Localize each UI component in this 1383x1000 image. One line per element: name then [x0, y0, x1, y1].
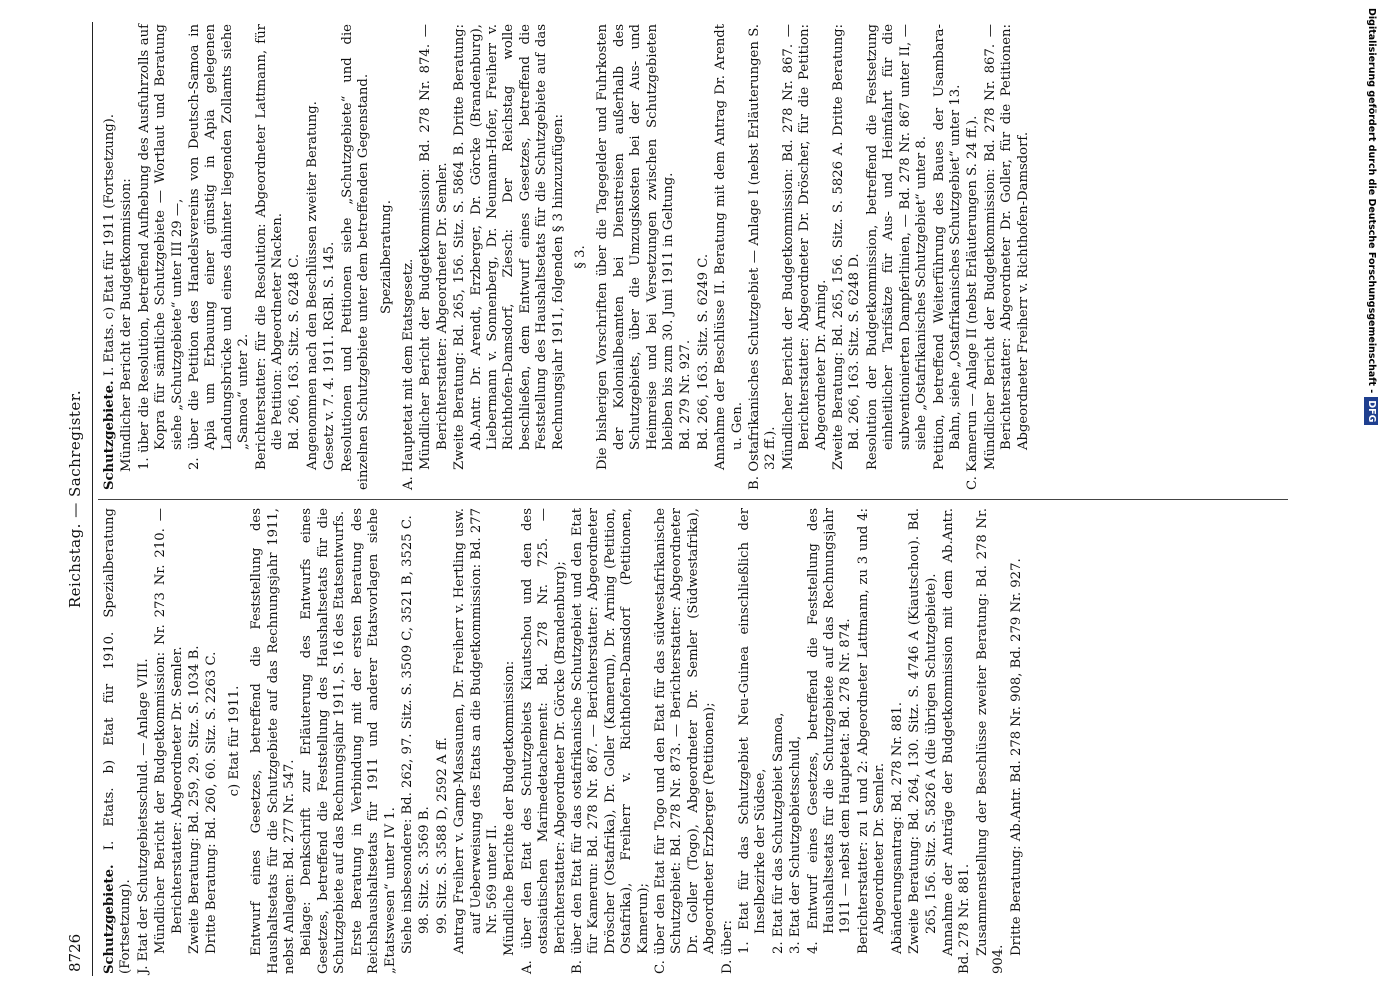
- right-column-entry: [678, 24, 694, 490]
- right-column-entry: [983, 24, 1032, 490]
- right-column-entry: [119, 24, 135, 490]
- left-column-entry: [227, 508, 243, 974]
- entry-text: § 3.: [572, 245, 588, 269]
- entry-text: Mündlicher Bericht der Budgetkommission: Bd. 278 Nr. 874. — Berichterstatter: Abgeordneter Dr. Semler.: [418, 24, 450, 470]
- right-column-entry: [187, 24, 253, 490]
- entry-text: Zweite Beratung: Bd. 265, 156. Sitz. S. 5826 A. Dritte Beratung: Bd. 266, 163. Sitz. S. 6248 D.: [831, 24, 863, 470]
- entry-text: Mündliche Berichte der Budgetkommission:: [502, 660, 518, 956]
- left-column-entry: [1009, 508, 1025, 974]
- entry-text: 99. Sitz. S. 3588 D, 2592 A ff.: [434, 737, 450, 934]
- entry-text: Antrag Freiherr v. Gamp-Massaunen, Dr. Freiherr v. Hertling usw. auf Ueberweisung des Etats an die Budgetkommission: Bd. 277 Nr. 569 unter II.: [452, 508, 500, 954]
- digitization-note: [1361, 8, 1381, 992]
- entry-text: Entwurf eines Gesetzes, betreffend die Feststellung des Haushaltsetats für die Schutzgebiete auf das Rechnungsjahr 1911, nebst Anlagen: Bd. 277 Nr. 547.: [249, 508, 298, 974]
- left-column-entry: [350, 508, 399, 974]
- entry-text: Berichterstatter: zu 1 und 2: Abgeordneter Lattmann, zu 3 und 4: Abgeordneter Dr. Semler.: [855, 508, 888, 954]
- right-column-entry: [573, 24, 589, 490]
- entry-text: Annahme der Anträge der Budgetkommission mit dem Ab.Antr. Bd. 278 Nr. 881.: [940, 508, 973, 974]
- left-column-entry: [204, 508, 220, 974]
- left-column-entry: [771, 508, 787, 974]
- right-column-entry: [137, 24, 186, 490]
- right-column-entry: [102, 24, 118, 490]
- right-column: [102, 24, 1033, 490]
- column-divider: [98, 499, 1288, 500]
- page-header: [62, 22, 92, 976]
- section-heading: Schutzgebiete.: [102, 864, 117, 974]
- entry-text: Mündlicher Bericht der Budgetkommission: Nr. 273 Nr. 210. — Berichterstatter: Abgeordneter Dr. Semler.: [153, 508, 185, 954]
- page-canvas: [62, 22, 1302, 976]
- digitization-note-text: Digitalisierung gefördert durch die Deutsche Forschungsgemeinschaft -: [1366, 8, 1377, 394]
- entry-text: I. Etats. b) Etat für 1910. Spezialberatung (Fortsetzung).: [102, 508, 134, 974]
- entry-text: Dritte Beratung: Ab.Antr. Bd. 278 Nr. 908, Bd. 279 Nr. 927.: [1008, 558, 1024, 956]
- entry-text: 98. Sitz. S. 3569 B.: [417, 806, 433, 934]
- left-column-entry: [975, 508, 1008, 974]
- entry-text: Mündlicher Bericht der Budgetkommission: Bd. 278 Nr. 867. — Berichterstatter: Abgeordneter Dr. Goller, für die Petitionen: Abgeordneter Freiherr v. Richthofen-Damsdorf.: [982, 24, 1031, 470]
- entry-text: 4. Entwurf eines Gesetzes, betreffend die Feststellung des Haushaltsetats für die Schutzgebiete auf das Rechnungsjahr 1911 — nebst dem Hauptetat: Bd. 278 Nr. 874.: [805, 508, 854, 954]
- entry-text: A. Hauptetat mit dem Etatsgesetz.: [400, 258, 416, 490]
- entry-text: Gesetz v. 7. 4. 1911. RGBl. S. 145.: [322, 241, 338, 470]
- section-heading: Schutzgebiete.: [102, 380, 117, 490]
- right-column-entry: [418, 24, 451, 490]
- left-column-entry: [187, 508, 203, 974]
- right-column-entry: [379, 24, 395, 490]
- left-column-entry: [417, 508, 433, 974]
- right-column-entry: [932, 24, 965, 490]
- entry-text: Die bisherigen Vorschriften über die Tagegelder und Fuhrkosten der Kolonialbeamten bei Dienstreisen außerhalb des Schutzgebiets, über die Umzugskosten bei der Aus- und Heimreise und bei Versetzungen zwischen Schutzgebieten bleiben bis zum 30. Juni 1911 in Geltung.: [595, 24, 676, 470]
- right-column-entry: [831, 24, 864, 490]
- left-column-entry: [400, 508, 416, 974]
- entry-text: I. Etats. c) Etat für 1911 (Fortsetzung).: [102, 114, 117, 381]
- dfg-logo: DFG: [1364, 397, 1378, 425]
- right-column-entry: [595, 24, 677, 490]
- left-column-entry: [249, 508, 298, 974]
- entry-text: Zweite Beratung: Bd. 259, 29. Sitz. S. 1034 B.: [187, 645, 203, 954]
- right-column-entry: [287, 24, 303, 490]
- rotated-page: [62, 22, 1302, 976]
- left-column-entry: [806, 508, 855, 974]
- entry-text: J. Etat der Schutzgebietsschuld. — Anlage VIII.: [135, 658, 151, 974]
- entry-text: 1. Etat für das Schutzgebiet Neu-Guinea einschließlich der Inselbezirke der Südsee,: [737, 508, 769, 954]
- entry-text: Mündlicher Bericht der Budgetkommission: Bd. 278 Nr. 867. — Berichterstatter: Abgeordneter Dr. Dröscher, für die Petition: Abgeordneter Dr. Arning.: [780, 24, 829, 470]
- left-column-entry: [720, 508, 736, 974]
- entry-text: Siehe insbesondere: Bd. 262, 97. Sitz. S. 3509 C, 3521 B, 3525 C.: [399, 515, 415, 954]
- left-column-entry: [153, 508, 186, 974]
- entry-text: Dritte Beratung: Bd. 260, 60. Sitz. S. 2263 C.: [204, 651, 220, 954]
- right-column-entry: [696, 24, 712, 490]
- entry-text: 3. Etat der Schutzgebietsschuld,: [788, 735, 804, 954]
- header-rule: [92, 22, 93, 976]
- entry-text: Bd. 266, 163. Sitz. S. 6248 C.: [287, 253, 303, 450]
- right-column-entry: [713, 24, 746, 490]
- right-column-entry: [322, 24, 338, 490]
- entry-text: Resolution der Budgetkommission, betreffend die Festsetzung einheitlicher Tarifsätze für Aus- und Heimfahrt für die subventionierten Dampferlinien, — Bd. 278 Nr. 867 unter II, — siehe „Ostafrikanisches Schutzgebiet“ unter 8.: [864, 24, 930, 470]
- left-column-entry: [502, 508, 518, 974]
- left-column-entry: [856, 508, 889, 974]
- entry-text: c) Etat für 1911.: [226, 685, 242, 797]
- entry-text: Abänderungsantrag: Bd. 278 Nr. 881.: [889, 702, 905, 954]
- right-column-entry: [452, 24, 567, 490]
- right-column-entry: [254, 24, 287, 490]
- entry-text: Zweite Beratung: Bd. 265, 156. Sitz. S. 5864 B. Dritte Beratung: Ab.Antr. Dr. Arendt, Erzberger, Dr. Görcke (Brandenburg), Liebermann v. Sonnenberg, Dr. Neumann-Hofer, Freiherr v. Richthofen-Damsdorf, Ziesch: Der Reichstag wolle beschließen, dem Entwurf eines Gesetzes, betreffend die Feststellung des Haushaltsetats für die Schutzgebiete auf das Rechnungsjahr 1911, folgenden § 3 hinzuzufügen:: [452, 24, 566, 470]
- entry-text: 2. über die Petition des Handelsvereins von Deutsch-Samoa in Apia um Erbauung einer günstig in Apia gelegenen Landungsbrücke und eines dahinter liegenden Zollamts siehe „Samoa“ unter 2.: [187, 24, 252, 470]
- left-column-entry: [737, 508, 770, 974]
- entry-text: Spezialberatung.: [378, 200, 394, 314]
- left-column-entry: [452, 508, 501, 974]
- entry-text: Petition, betreffend Weiterführung des Baues der Usambara-Bahn, siehe „Ostafrikanisches Schutzgebiet“ unter 13.: [931, 24, 963, 470]
- right-column-entry: [340, 24, 373, 490]
- right-column-entry: [781, 24, 830, 490]
- entry-text: Bd. 266, 163. Sitz. S. 6249 C.: [695, 253, 711, 450]
- entry-text: Beilage: Denkschrift zur Erläuterung des Entwurfs eines Gesetzes, betreffend die Feststellung des Haushaltsetats für die Schutzgebiete auf das Rechnungsjahr 1911, S. 16 des Etatsentwurfs.: [299, 508, 348, 974]
- left-column-entry: [520, 508, 569, 974]
- entry-text: B. Ostafrikanisches Schutzgebiet — Anlage I (nebst Erläuterungen S. 32 ff.).: [747, 24, 779, 490]
- running-title: Reichstag. — Sachregister.: [66, 389, 84, 609]
- entry-text: Resolutionen und Petitionen siehe „Schutzgebiete“ und die einzelnen Schutzgebiete unter dem betreffenden Gegenstand.: [339, 24, 372, 490]
- entry-text: B. über den Etat für das ostafrikanische Schutzgebiet und den Etat für Kamerun: Bd. 278 Nr. 867. — Berichterstatter: Abgeordneter Dröscher (Ostafrika), Dr. Goller (Kamerun), Dr. Arning (Petition, Ostafrika), Freiherr v. Richthofen-Damsdorf (Petitionen, Kamerun);: [569, 508, 651, 974]
- right-column-entry: [305, 24, 321, 490]
- left-column-entry: [788, 508, 804, 974]
- entry-text: Bd. 279 Nr. 927.: [678, 339, 694, 450]
- left-column-entry: [653, 508, 719, 974]
- entry-text: Zusammenstellung der Beschlüsse zweiter Beratung: Bd. 278 Nr. 904.: [974, 508, 1007, 974]
- right-column-entry: [865, 24, 931, 490]
- left-column-entry: [136, 508, 152, 974]
- left-column-entry: [435, 508, 451, 974]
- entry-text: D. über:: [719, 920, 735, 974]
- left-column-entry: [102, 508, 135, 974]
- right-column-entry: [747, 24, 780, 490]
- right-column-entry: [401, 24, 417, 490]
- entry-text: C. über den Etat für Togo und den Etat für das südwestafrikanische Schutzgebiet: Bd. 278 Nr. 873. — Berichterstatter: Abgeordneter Dr. Goller (Togo), Abgeordneter Dr. Semler (Südwestafrika), Abgeordneter Erzberger (Petitionen);: [653, 508, 718, 974]
- entry-text: Berichterstatter: für die Resolution: Abgeordneter Lattmann, für die Petition: Abgeordneter Nacken.: [253, 24, 286, 470]
- left-column-entry: [907, 508, 940, 974]
- left-column-entry: [890, 508, 906, 974]
- entry-text: 1. über die Resolution, betreffend Aufhebung des Ausfuhrzolls auf Kopra für sämtliche Schutzgebiete — Wortlaut und Beratung siehe „Schutzgebiete“ unter III 29 —,: [136, 24, 185, 470]
- entry-text: 2. Etat für das Schutzgebiet Samoa,: [770, 712, 786, 954]
- entry-text: A. über den Etat des Schutzgebiets Kiautschou und den des ostasiatischen Marinedetachement: Bd. 278 Nr. 725. — Berichterstatter: Abgeordneter Dr. Görcke (Brandenburg);: [519, 508, 568, 974]
- left-column-entry: [941, 508, 974, 974]
- entry-text: Mündlicher Bericht der Budgetkommission:: [119, 178, 135, 472]
- left-column-entry: [299, 508, 348, 974]
- entry-text: C. Kamerun — Anlage II (nebst Erläuterungen S. 24 ff.).: [965, 115, 981, 490]
- entry-text: Zweite Beratung: Bd. 264, 130. Sitz. S. 4746 A (Kiautschou). Bd. 265, 156. Sitz. S. 5826 A (die übrigen Schutzgebiete).: [907, 508, 939, 954]
- entry-text: Angenommen nach den Beschlüssen zweiter Beratung.: [304, 101, 320, 470]
- entry-text: Erste Beratung in Verbindung mit der ersten Beratung des Reichshaushaltsetats für 1911 und anderer Etatsvorlagen siehe „Etatswesen“ unter IV 1.: [349, 508, 398, 974]
- entry-text: Annahme der Beschlüsse II. Beratung mit dem Antrag Dr. Arendt u. Gen.: [713, 24, 745, 470]
- right-column-entry: [965, 24, 981, 490]
- page-number: 8726: [66, 933, 84, 972]
- left-column: [102, 508, 1026, 974]
- left-column-entry: [570, 508, 652, 974]
